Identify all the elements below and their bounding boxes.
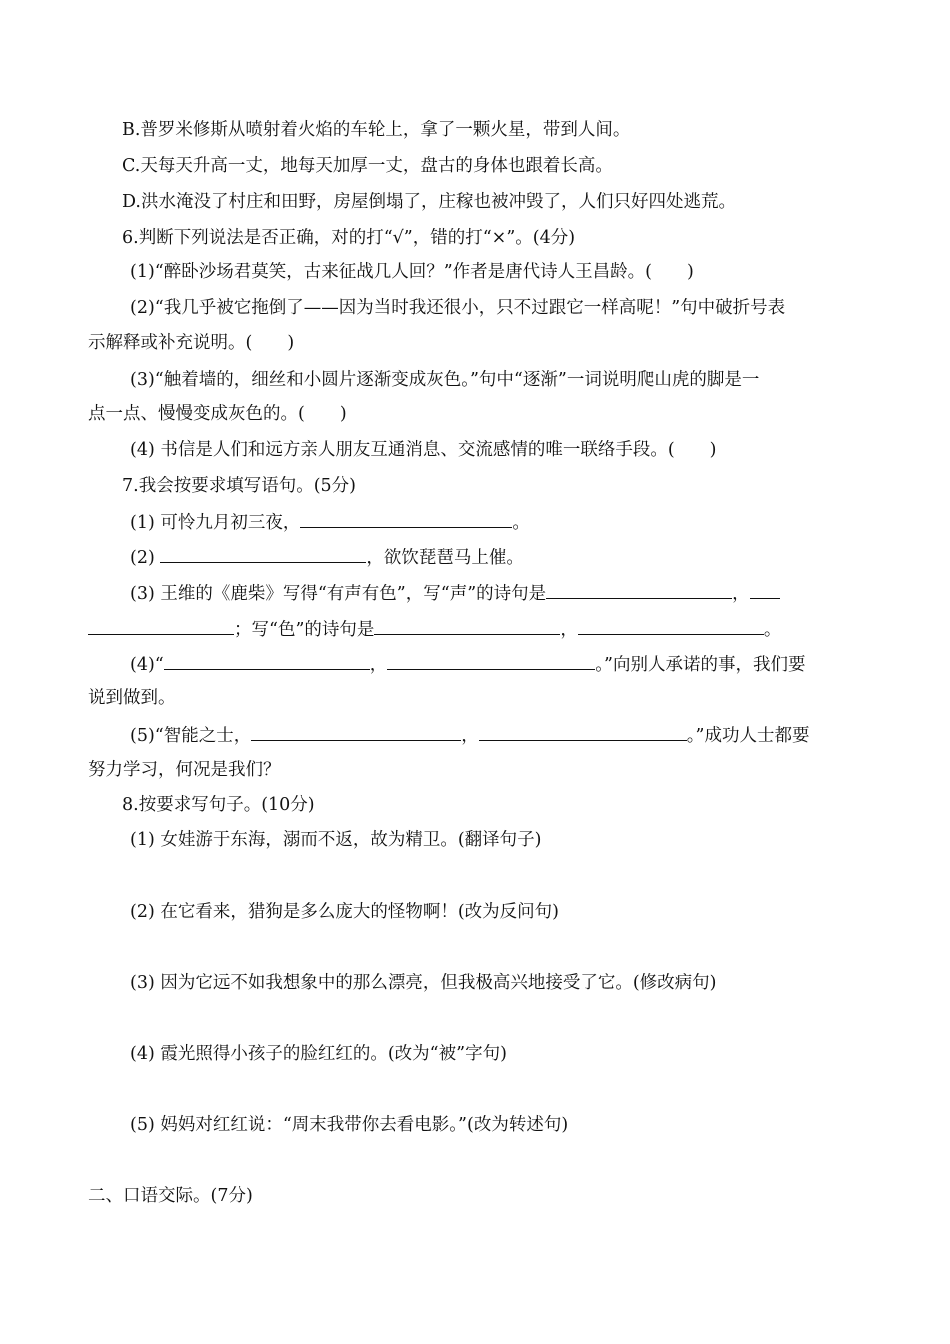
answer-blank[interactable] bbox=[546, 581, 732, 599]
q7-item-5-text: (5)“智能之士， bbox=[130, 726, 252, 746]
q6-item-1: (1)“醉卧沙场君莫笑，古来征战几人回？”作者是唐代诗人王昌龄。( ) bbox=[130, 262, 694, 282]
q8-item-2: (2) 在它看来，猎狗是多么庞大的怪物啊！(改为反问句) bbox=[130, 902, 560, 922]
answer-blank[interactable] bbox=[750, 581, 780, 599]
q7-item-1 bbox=[130, 510, 530, 535]
answer-blank[interactable] bbox=[88, 617, 234, 635]
q7-item-3-color-label: ；写“色”的诗句是 bbox=[234, 620, 375, 640]
q6-title: 6.判断下列说法是否正确，对的打“√”，错的打“×”。(4分) bbox=[122, 228, 576, 248]
q7-item-2 bbox=[130, 545, 524, 570]
q6-item-3: (3)“触着墙的，细丝和小圆片逐渐变成灰色。”句中“逐渐”一词说明爬山虎的脚是一 bbox=[130, 370, 760, 390]
q7-item-1-end: 。 bbox=[512, 513, 530, 533]
q6-item-3-cont: 点一点、慢慢变成灰色的。( ) bbox=[88, 404, 347, 424]
q7-item-4-cont: 说到做到。 bbox=[88, 688, 176, 708]
q7-item-5 bbox=[130, 723, 809, 748]
answer-blank[interactable] bbox=[479, 723, 687, 741]
q7-item-4-text: (4)“ bbox=[130, 655, 164, 675]
q7-item-2-text: (2) bbox=[130, 548, 161, 568]
answer-blank[interactable] bbox=[300, 510, 512, 528]
answer-blank[interactable] bbox=[160, 545, 366, 563]
q6-item-2: (2)“我几乎被它拖倒了——因为当时我还很小，只不过跟它一样高呢！”句中破折号表 bbox=[130, 298, 786, 318]
q8-item-4: (4) 霞光照得小孩子的脸红红的。(改为“被”字句) bbox=[130, 1044, 507, 1064]
option-d: D.洪水淹没了村庄和田野，房屋倒塌了，庄稼也被冲毁了，人们只好四处逃荒。 bbox=[122, 192, 736, 212]
q7-item-1-text: (1) 可怜九月初三夜， bbox=[130, 513, 301, 533]
q7-item-5-cont: 努力学习，何况是我们？ bbox=[88, 760, 281, 780]
q8-item-1: (1) 女娃游于东海，溺而不返，故为精卫。(翻译句子) bbox=[130, 830, 542, 850]
q7-item-2-end: ，欲饮琵琶马上催。 bbox=[366, 548, 524, 568]
q6-item-2-cont: 示解释或补充说明。( ) bbox=[88, 333, 295, 353]
q7-item-4-sep: ， bbox=[369, 655, 388, 675]
q7-item-4 bbox=[130, 652, 805, 677]
answer-blank[interactable] bbox=[578, 617, 764, 635]
q8-item-5: (5) 妈妈对红红说：“周末我带你去看电影。”(改为转述句) bbox=[130, 1115, 569, 1135]
answer-blank[interactable] bbox=[251, 723, 461, 741]
section-2-title: 二、口语交际。(7分) bbox=[88, 1186, 253, 1206]
q8-title: 8.按要求写句子。(10分) bbox=[122, 795, 315, 815]
q7-item-3 bbox=[130, 581, 780, 606]
answer-blank[interactable] bbox=[164, 652, 370, 670]
q7-item-3-text: (3) 王维的《鹿柴》写得“有声有色”，写“声”的诗句是 bbox=[130, 584, 547, 604]
q7-item-3-sep2: ， bbox=[560, 620, 578, 640]
answer-blank[interactable] bbox=[387, 652, 595, 670]
q7-title: 7.我会按要求填写语句。(5分) bbox=[122, 476, 356, 496]
q7-item-4-end: 。”向别人承诺的事，我们要 bbox=[595, 655, 806, 675]
option-c: C.天每天升高一丈，地每天加厚一丈，盘古的身体也跟着长高。 bbox=[122, 156, 613, 176]
q7-item-5-end: 。”成功人士都要 bbox=[686, 726, 810, 746]
q7-item-3-end: 。 bbox=[763, 620, 782, 640]
q6-item-4: (4) 书信是人们和远方亲人朋友互通消息、交流感情的唯一联络手段。( ) bbox=[130, 440, 717, 460]
answer-blank[interactable] bbox=[374, 617, 560, 635]
q7-item-3-cont bbox=[88, 617, 781, 642]
option-b: B.普罗米修斯从喷射着火焰的车轮上，拿了一颗火星，带到人间。 bbox=[122, 120, 631, 140]
q8-item-3: (3) 因为它远不如我想象中的那么漂亮，但我极高兴地接受了它。(修改病句) bbox=[130, 973, 717, 993]
q7-item-5-sep: ， bbox=[461, 726, 479, 746]
q7-item-3-sep: ， bbox=[732, 584, 750, 604]
